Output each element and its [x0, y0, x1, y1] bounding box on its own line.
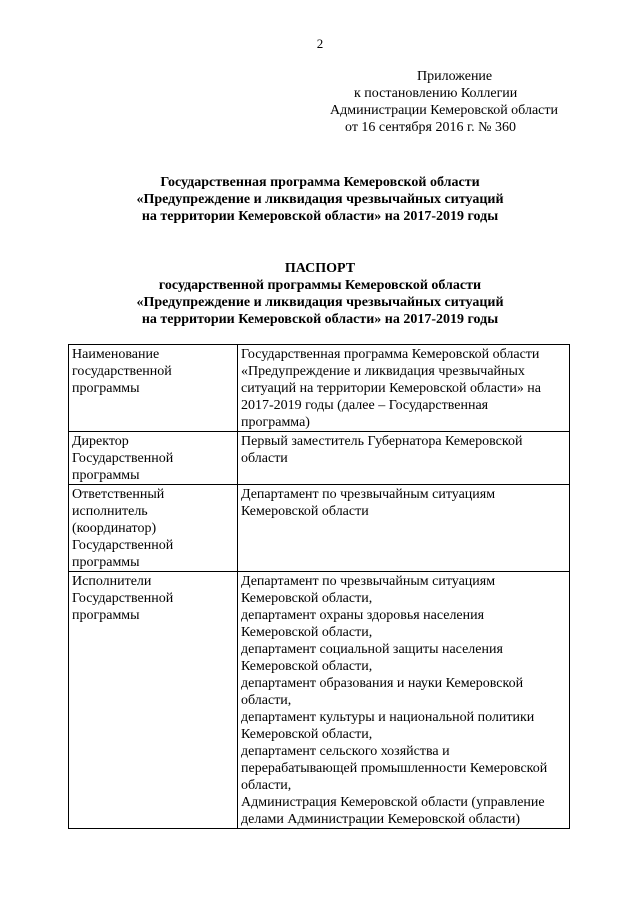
cell-text-line: ситуаций на территории Кемеровской области» на — [241, 381, 542, 396]
cell-text-line: Государственная программа Кемеровской области — [241, 347, 540, 362]
cell-text-line: программы — [72, 555, 140, 570]
program-title-line: на территории Кемеровской области» на 2017-2019 годы — [141, 209, 499, 224]
passport-title-line: государственной программы Кемеровской области — [158, 278, 482, 293]
cell-text-line: программы — [72, 381, 140, 396]
passport-table-body — [69, 345, 570, 829]
table-row — [69, 485, 570, 572]
cell-text-line: Департамент по чрезвычайным ситуациям — [241, 487, 496, 502]
appendix-line: Приложение — [417, 69, 493, 84]
cell-text-line: Государственной — [72, 591, 174, 606]
appendix-line: от 16 сентября 2016 г. № 360 — [345, 120, 516, 135]
cell-text-line: программа) — [241, 415, 310, 430]
cell-text-line: программы — [72, 468, 140, 483]
cell-text-line: Ответственный — [72, 487, 165, 502]
cell-text-line: Директор — [72, 434, 129, 449]
table-cell-value — [238, 432, 570, 485]
program-title-line: Государственная программа Кемеровской области — [160, 175, 480, 190]
cell-text-line: Департамент по чрезвычайным ситуациям — [241, 574, 496, 589]
cell-text-line: Администрация Кемеровской области (управление — [241, 795, 545, 810]
cell-text-line: исполнитель — [72, 504, 148, 519]
cell-text-line: «Предупреждение и ликвидация чрезвычайных — [241, 364, 525, 379]
cell-text-line: Наименование — [72, 347, 160, 362]
cell-text-line: департамент охраны здоровья населения — [241, 608, 485, 623]
program-title-line: «Предупреждение и ликвидация чрезвычайных ситуаций — [136, 192, 504, 207]
passport-title-line: ПАСПОРТ — [284, 261, 356, 276]
cell-text-line: Исполнители — [72, 574, 152, 589]
appendix-line: к постановлению Коллегии — [354, 86, 518, 101]
table-cell-label — [69, 345, 238, 432]
cell-text-line: государственной — [72, 364, 172, 379]
table-cell-value — [238, 345, 570, 432]
cell-text-line: области — [241, 451, 288, 466]
cell-text-line: Государственной — [72, 451, 174, 466]
table-row — [69, 432, 570, 485]
cell-text-line: Первый заместитель Губернатора Кемеровской — [241, 434, 523, 449]
cell-text-line: Кемеровской области, — [241, 591, 373, 606]
cell-text-line: области, — [241, 778, 292, 793]
appendix-block — [0, 68, 640, 136]
table-row — [69, 345, 570, 432]
table-cell-value — [238, 572, 570, 829]
table-cell-label — [69, 485, 238, 572]
cell-text-line: Кемеровской области — [241, 504, 369, 519]
appendix-line: Администрации Кемеровской области — [330, 103, 558, 118]
table-cell-label — [69, 432, 238, 485]
cell-text-line: департамент социальной защиты населения — [241, 642, 503, 657]
passport-title-line: на территории Кемеровской области» на 2017-2019 годы — [141, 312, 499, 327]
cell-text-line: перерабатывающей промышленности Кемеровской — [241, 761, 548, 776]
table-row — [69, 572, 570, 829]
cell-text-line: департамент культуры и национальной политики — [241, 710, 535, 725]
cell-text-line: области, — [241, 693, 292, 708]
page-number: 2 — [316, 36, 324, 51]
cell-text-line: департамент сельского хозяйства и — [241, 744, 450, 759]
cell-text-line: делами Администрации Кемеровской области) — [241, 812, 521, 827]
cell-text-line: департамент образования и науки Кемеровской — [241, 676, 524, 691]
cell-text-line: программы — [72, 608, 140, 623]
cell-text-line: (координатор) — [72, 521, 157, 536]
cell-text-line: Кемеровской области, — [241, 727, 373, 742]
passport-title-line: «Предупреждение и ликвидация чрезвычайных ситуаций — [136, 295, 504, 310]
cell-text-line: Кемеровской области, — [241, 625, 373, 640]
table-cell-label — [69, 572, 238, 829]
cell-text-line: Кемеровской области, — [241, 659, 373, 674]
passport-table — [68, 344, 570, 829]
table-cell-value — [238, 485, 570, 572]
passport-title — [0, 260, 640, 328]
cell-text-line: Государственной — [72, 538, 174, 553]
cell-text-line: 2017-2019 годы (далее – Государственная — [241, 398, 489, 413]
program-title — [0, 174, 640, 225]
